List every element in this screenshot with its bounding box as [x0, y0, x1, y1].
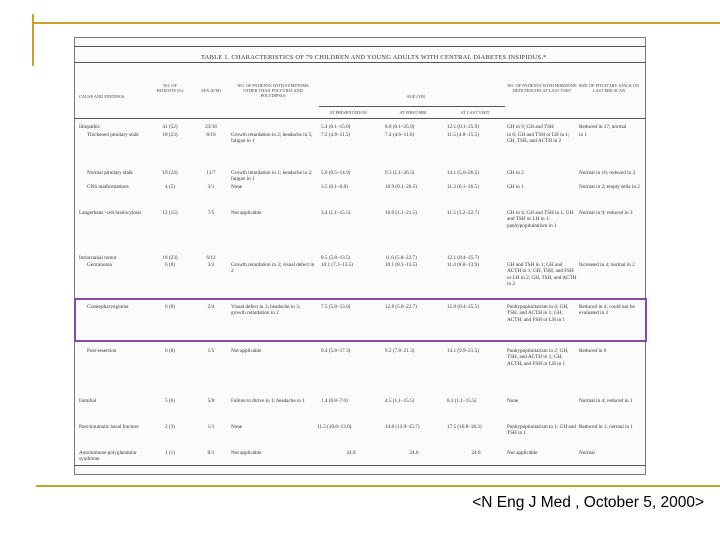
header-age-group: AGE (YR) — [406, 94, 426, 99]
cell-sex: 1/5 — [207, 348, 215, 354]
cell-age-last-visit: 11.3 (0.1–26.5) — [447, 184, 479, 190]
cell-deficiencies: GH in 9; GH and TSH — [507, 124, 554, 130]
cell-stalk: Increased in 4; normal in 2 — [579, 262, 635, 268]
age-subheader-rule — [319, 106, 505, 107]
cell-age-presentation: 5.0 (0.5–14.9) — [321, 170, 351, 176]
header-stalk: SIZE OF PITUITARY STALK ON LAST MRI SCAN — [578, 83, 640, 93]
cell-cause: Normal pituitary stalk — [87, 170, 133, 176]
cell-patients: 18 (23) — [162, 132, 178, 138]
cell-age-presentation: 9.4 (5.8–17.3) — [321, 348, 351, 354]
table-title: TABLE 1. CHARACTERISTICS OF 79 CHILDREN AND YOUNG ADULTS WITH CENTRAL DIABETES INSIPIDUS.* — [201, 54, 547, 61]
cell-age-presentation: 3.4 (1.1–15.5) — [321, 210, 351, 216]
bottom-rule — [75, 465, 645, 466]
cell-age-first-mri: 10.0 (1.1–21.5) — [385, 210, 417, 216]
cell-patients: 6 (8) — [165, 304, 175, 310]
cell-age-presentation: 5.4 (0.1–15.0) — [321, 124, 351, 130]
cell-symptoms: None — [231, 424, 243, 430]
cell-deficiencies: GH in 2 — [507, 170, 524, 176]
cell-deficiencies: in 6; GH and TSH or LH in 1; GH, TSH, and ACTH in 2 — [507, 132, 570, 145]
header-rule — [75, 118, 645, 119]
citation: <N Eng J Med , October 5, 2000> — [472, 494, 704, 511]
cell-cause: Post-resection — [87, 348, 117, 354]
cell-age-first-mri: 14.8 (13.9–15.7) — [385, 424, 420, 430]
cell-age-last-visit: 11.4 (8.0–13.9) — [447, 262, 479, 268]
cell-age-first-mri: 9.3 (1.1–26.5) — [385, 170, 415, 176]
cell-stalk: Reduced in 6 — [579, 348, 607, 354]
cell-age-last-visit: 17.5 (16.8–18.3) — [447, 424, 482, 430]
highlight-box-craniopharyngioma — [74, 298, 647, 342]
cell-age-presentation: 7.5 (5.8–13.0) — [321, 304, 351, 310]
cell-sex: 0/1 — [207, 450, 215, 456]
cell-deficiencies: Panhypopituitarism in 1; GH and TSH in 1 — [507, 424, 576, 437]
cell-deficiencies: GH and TSH in 1; GH and ACTH in 1; GH, TSH, and FSH or LH in 2; GH, TSH, and ACTH in 2 — [507, 262, 577, 287]
top-rule — [32, 22, 720, 24]
left-rule — [32, 14, 34, 66]
top-border — [75, 46, 645, 47]
cell-age-first-mri: 11.6 (5.8–22.7) — [385, 255, 417, 261]
cell-deficiencies: GH in 1 — [507, 184, 524, 190]
cell-age-presentation: 3.5 (0.1–6.8) — [321, 184, 348, 190]
cell-stalk: in 1 — [579, 132, 587, 138]
cell-cause: Langerhans’-cell histiocytosis — [79, 210, 142, 216]
cell-patients: 5 (6) — [165, 398, 175, 404]
cell-age-presentation: 10.1 (7.3–13.5) — [321, 262, 353, 268]
header-age-first-mri: AT FIRST MRI — [399, 110, 427, 115]
cell-age-presentation: 11.5 (10.0–13.0) — [317, 424, 352, 430]
cell-stalk: Normal in 16; reduced in 3 — [579, 170, 636, 176]
cell-symptoms: Failure to thrive in 1; headache in 1 — [231, 398, 305, 404]
cell-sex: 8/10 — [206, 132, 216, 138]
cell-stalk: Reduced in 4; could not be evaluated in 2 — [579, 304, 635, 317]
cell-cause: Germinoma — [87, 262, 112, 268]
cell-cause: Familial — [79, 398, 97, 404]
cell-age-last-visit: 24.8 — [471, 450, 481, 456]
cell-patients: 6 (8) — [165, 348, 175, 354]
cell-sex: 2/4 — [207, 304, 215, 310]
cell-deficiencies: GH in 4; GH and TSH in 1; GH and TSH or LH in 1; panhypopituitarism in 1 — [507, 210, 574, 229]
header-age-presentation: AT PRESENTATION — [329, 110, 367, 115]
cell-deficiencies: Panhypopituitarism in 4; GH, TSH, and ACTH in 1; GH, ACTH, and FSH or LH in 1 — [507, 304, 569, 323]
cell-patients: 41 (52) — [162, 124, 178, 130]
cell-age-first-mri: 10.1 (8.1–13.5) — [385, 262, 417, 268]
cell-patients: 2 (3) — [165, 424, 175, 430]
cell-stalk: Normal in 9; reduced in 3 — [579, 210, 633, 216]
header-patients: NO. OF PATIENTS (%) — [156, 83, 184, 93]
cell-cause: CNS malformations — [87, 184, 129, 190]
cell-sex: 23/18 — [205, 124, 217, 130]
title-rule — [75, 62, 645, 63]
cell-cause: Intracranial tumor — [79, 255, 117, 261]
cell-sex: 12/7 — [206, 170, 216, 176]
cell-sex: 5/0 — [207, 398, 215, 404]
cell-age-first-mri: 10.9 (0.1–26.5) — [385, 184, 417, 190]
header-sex: SEX (F/M) — [201, 88, 221, 93]
cell-age-first-mri: 9.2 (7.8–21.3) — [385, 348, 415, 354]
cell-symptoms: Visual defect in 3; headache in 3; growth retardation in 2 — [231, 304, 301, 317]
cell-cause: Post-traumatic basal fracture — [79, 424, 139, 430]
header-age-last-visit: AT LAST VISIT — [460, 110, 490, 115]
cell-age-presentation: 1.4 (0.8–7.0) — [321, 398, 348, 404]
cell-age-last-visit: 11.5 (4.8–15.5) — [447, 132, 479, 138]
cell-age-presentation: 8.5 (5.8–13.5) — [321, 255, 351, 261]
cell-patients: 18 (23) — [162, 255, 178, 261]
cell-age-last-visit: 12.1 (8.4–25.7) — [447, 255, 479, 261]
cell-sex: 1/1 — [207, 424, 215, 430]
cell-sex: 7/5 — [207, 210, 215, 216]
cell-patients: 4 (5) — [165, 184, 175, 190]
header-symptoms: NO. OF PATIENTS WITH SYMPTOMS OTHER THAN POLYURIA AND POLYDIPSIA — [237, 83, 309, 98]
cell-deficiencies: Panhypopituitarism in 2; GH, TSH, and ACTH in 1; GH, ACTH, and FSH or LH in 1 — [507, 348, 569, 367]
cell-age-last-visit: 12.1 (0.1–25.9) — [447, 124, 479, 130]
cell-sex: 3/1 — [207, 184, 215, 190]
cell-symptoms: Growth retardation in 3; visual defect in 2 — [231, 262, 315, 275]
cell-patients: 19 (24) — [162, 170, 178, 176]
cell-symptoms: Growth retardation in 2; headache in 5; fatigue in 1 — [231, 132, 313, 145]
header-deficiencies: NO. OF PATIENTS WITH HORMONE DEFICIENCIES AT LAST VISIT — [507, 83, 577, 93]
cell-deficiencies: Not applicable — [507, 450, 538, 456]
cell-age-first-mri: 8.0 (0.1–25.9) — [385, 124, 415, 130]
cell-age-last-visit: 14.1 (5.0–26.5) — [447, 170, 479, 176]
cell-age-first-mri: 4.5 (1.1–15.5) — [385, 398, 415, 404]
bottom-accent-rule — [36, 485, 720, 487]
cell-age-last-visit: 8.3 (1.1–15.5) — [447, 398, 477, 404]
cell-symptoms: Not applicable — [231, 348, 262, 354]
header-cause: CAUSE AND FINDINGS — [79, 94, 125, 99]
cell-symptoms: None — [231, 184, 243, 190]
cell-age-first-mri: 12.8 (5.8–22.7) — [385, 304, 417, 310]
cell-stalk: Reduced in 17; normal — [579, 124, 627, 130]
cell-age-last-visit: 11.5 (3.2–22.7) — [447, 210, 479, 216]
cell-patients: 12 (15) — [162, 210, 178, 216]
cell-stalk: Normal in 2; empty sella in 2 — [579, 184, 640, 190]
cell-age-presentation: 24.8 — [346, 450, 356, 456]
cell-stalk: Reduced in 1; normal in 1 — [579, 424, 634, 430]
cell-cause: Thickened pituitary stalk — [87, 132, 139, 138]
cell-patients: 1 (1) — [165, 450, 175, 456]
scanned-table — [74, 37, 646, 475]
cell-cause: Craniopharyngioma — [87, 304, 129, 310]
cell-symptoms: Not applicable — [231, 210, 262, 216]
cell-symptoms: Growth retardation in 1; headache in 2; fatigue in 1 — [231, 170, 313, 183]
cell-age-last-visit: 14.1 (9.9–21.5) — [447, 348, 479, 354]
cell-patients: 6 (8) — [165, 262, 175, 268]
cell-symptoms: Not applicable — [231, 450, 262, 456]
cell-cause: Idiopathic — [79, 124, 101, 130]
cell-stalk: Normal in 4; reduced in 1 — [579, 398, 633, 404]
cell-sex: 3/3 — [207, 262, 215, 268]
cell-cause: Autoimmune polyglandular syndrome — [79, 450, 137, 463]
cell-age-presentation: 7.2 (4.8–11.5) — [321, 132, 351, 138]
cell-deficiencies: None — [507, 398, 519, 404]
cell-age-first-mri: 24.8 — [409, 450, 419, 456]
cell-sex: 6/12 — [206, 255, 216, 261]
cell-age-last-visit: 15.0 (8.4–25.5) — [447, 304, 479, 310]
cell-stalk: Normal — [579, 450, 595, 456]
cell-age-first-mri: 7.4 (4.6–11.6) — [385, 132, 415, 138]
